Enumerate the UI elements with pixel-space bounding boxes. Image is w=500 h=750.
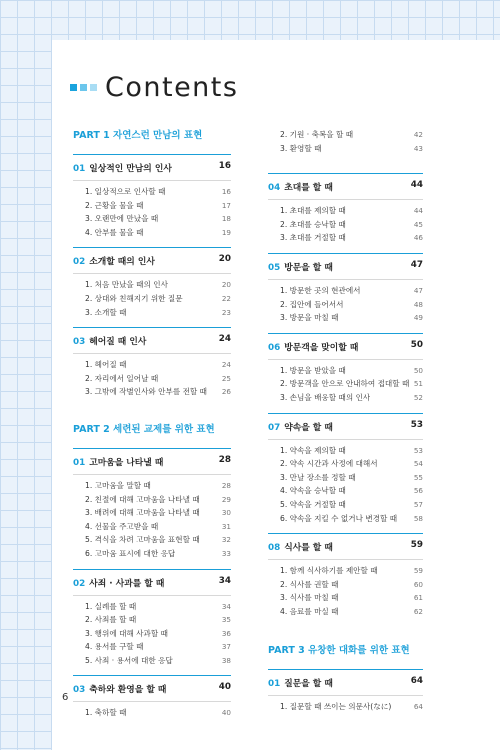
section-page: 34 (218, 575, 231, 586)
section-title: 방문객을 맞이할 때 (284, 342, 359, 353)
toc-item-page: 50 (413, 365, 423, 375)
toc-item-page: 47 (413, 285, 423, 295)
square-icon (80, 84, 87, 91)
section-heading[interactable] (73, 682, 231, 695)
section-items (73, 474, 231, 561)
toc-item-page: 51 (413, 379, 423, 389)
toc-item-page: 18 (221, 214, 231, 224)
section-page: 40 (218, 682, 231, 693)
toc-item-label: 2. 친절에 대해 고마움을 나타낼 때 (85, 494, 200, 504)
toc-item-label: 1. 실례를 할 때 (85, 601, 137, 611)
toc-item[interactable] (268, 564, 423, 578)
toc-item-label: 4. 안부를 물을 때 (85, 227, 144, 237)
toc-item-label: 2. 약속 시간과 사정에 대해서 (280, 459, 378, 469)
toc-item[interactable] (268, 471, 423, 485)
toc-item-label: 1. 초대를 제의할 때 (280, 206, 346, 216)
toc-item-page: 49 (413, 313, 423, 323)
toc-item[interactable] (73, 613, 231, 627)
toc-item-label: 3. 그밖에 작별인사와 안부를 전할 때 (85, 387, 208, 397)
section-page: 64 (410, 676, 423, 687)
toc-item[interactable] (268, 298, 423, 312)
toc-item-page: 45 (413, 219, 423, 229)
section-items (268, 199, 423, 245)
toc-item[interactable] (73, 226, 231, 240)
toc-section (73, 448, 231, 561)
section-number: 01 (268, 679, 281, 690)
section-heading[interactable] (268, 676, 423, 689)
toc-item-page: 58 (413, 513, 423, 523)
contents-heading (70, 72, 238, 103)
toc-section (73, 247, 231, 319)
toc-section (268, 413, 423, 526)
toc-item-label: 2. 초대를 승낙할 때 (280, 219, 346, 229)
right-column (268, 128, 423, 714)
toc-item-page: 53 (413, 445, 423, 455)
toc-item-label: 6. 약속을 지킬 수 없거나 변경할 때 (280, 513, 398, 523)
toc-item-page: 35 (221, 615, 231, 625)
toc-item-label: 3. 방문을 마칠 때 (280, 313, 339, 323)
toc-item-page: 30 (221, 508, 231, 518)
toc-section (268, 173, 423, 245)
toc-item[interactable] (73, 199, 231, 213)
section-title: 약속을 할 때 (284, 422, 333, 433)
toc-item-page: 33 (221, 548, 231, 558)
toc-item-page: 26 (221, 387, 231, 397)
section-items (73, 701, 231, 720)
toc-item-page: 16 (221, 187, 231, 196)
section-heading[interactable] (268, 340, 423, 353)
section-page: 53 (410, 419, 423, 430)
toc-item-label: 5. 약속을 거절할 때 (280, 499, 346, 509)
section-title: 일상적인 만남의 인사 (89, 164, 172, 174)
section-heading[interactable] (268, 420, 423, 433)
toc-item[interactable] (268, 311, 423, 325)
toc-item[interactable] (73, 306, 231, 320)
continued-items (268, 128, 423, 155)
toc-item[interactable] (268, 231, 423, 245)
toc-item-page: 60 (413, 579, 423, 589)
section-items (73, 353, 231, 399)
toc-item[interactable] (73, 292, 231, 306)
toc-item[interactable] (73, 506, 231, 520)
toc-section (73, 569, 231, 668)
part-heading: PART 2 세련된 교제를 위한 표현 (73, 423, 215, 435)
toc-item[interactable] (73, 520, 231, 534)
toc-item-label: 4. 음료를 마실 때 (280, 606, 339, 616)
toc-item[interactable] (73, 212, 231, 226)
toc-item-label: 3. 배려에 대해 고마움을 나타낼 때 (85, 508, 200, 518)
toc-section (268, 533, 423, 618)
toc-item-page: 32 (221, 535, 231, 545)
section-title: 사죄 · 사과를 할 때 (89, 578, 165, 589)
section-heading[interactable] (73, 455, 231, 468)
toc-item-page: 62 (413, 606, 423, 616)
toc-item-page: 22 (221, 293, 231, 303)
toc-item-page: 48 (413, 299, 423, 309)
toc-item[interactable] (73, 479, 231, 493)
toc-item-label: 3. 식사를 마칠 때 (280, 593, 339, 603)
toc-item[interactable] (73, 493, 231, 507)
section-page: 50 (410, 339, 423, 350)
toc-item-page: 44 (413, 206, 423, 216)
section-page: 47 (410, 259, 423, 270)
toc-item-page: 54 (413, 459, 423, 469)
section-title: 헤어질 때 인사 (89, 337, 147, 348)
toc-item-page: 56 (413, 486, 423, 496)
toc-item-page: 55 (413, 472, 423, 482)
part-heading: PART 3 유창한 대화를 위한 표현 (268, 645, 410, 657)
section-number: 02 (73, 578, 86, 589)
toc-item-page: 40 (221, 708, 231, 718)
toc-item-label: 1. 축하할 때 (85, 708, 127, 718)
toc-item[interactable] (268, 218, 423, 232)
section-items (73, 273, 231, 319)
toc-item-label: 2. 자리에서 일어날 때 (85, 373, 159, 383)
toc-item-label: 3. 행위에 대해 사과할 때 (85, 628, 168, 638)
toc-item-label: 5. 격식을 차려 고마움을 표현할 때 (85, 535, 200, 545)
toc-item-page: 25 (221, 373, 231, 383)
toc-item-label: 5. 사죄 · 용서에 대한 응답 (85, 655, 173, 665)
toc-item-label: 2. 기원 · 축복을 할 때 (280, 130, 354, 139)
toc-item[interactable] (268, 457, 423, 471)
toc-item-label: 3. 소개할 때 (85, 307, 127, 317)
toc-item-label: 2. 식사를 권할 때 (280, 579, 339, 589)
left-column (73, 127, 231, 720)
toc-item[interactable] (73, 640, 231, 654)
toc-item[interactable] (73, 278, 231, 292)
toc-item-label: 3. 환영할 때 (280, 143, 322, 153)
toc-item-label: 6. 고마움 표시에 대한 응답 (85, 548, 176, 558)
section-items (73, 180, 231, 239)
section-number: 01 (73, 164, 86, 174)
toc-item[interactable] (268, 700, 423, 714)
part-heading: PART 1 자연스런 만남의 표현 (73, 130, 203, 141)
page-title: Contents (105, 72, 239, 103)
section-number: 03 (73, 337, 86, 348)
toc-item[interactable] (268, 377, 423, 391)
toc-item[interactable] (268, 204, 423, 218)
toc-item-label: 2. 사죄를 할 때 (85, 615, 137, 625)
section-page: 28 (218, 454, 231, 465)
section-number: 06 (268, 342, 281, 353)
toc-item-label: 1. 함께 식사하기를 제안할 때 (280, 566, 378, 576)
section-number: 08 (268, 543, 281, 554)
toc-item-page: 24 (221, 360, 231, 370)
toc-item[interactable] (268, 484, 423, 498)
section-title: 초대를 할 때 (284, 183, 333, 194)
section-number: 04 (268, 183, 281, 194)
toc-item-page: 52 (413, 392, 423, 402)
toc-item-label: 1. 일상적으로 인사할 때 (85, 187, 166, 196)
section-title: 질문을 할 때 (284, 679, 333, 690)
toc-item-page: 57 (413, 499, 423, 509)
section-number: 07 (268, 422, 281, 433)
toc-item-page: 29 (221, 494, 231, 504)
section-number: 05 (268, 262, 281, 273)
toc-item[interactable] (73, 706, 231, 720)
square-icon (90, 84, 97, 91)
toc-item-label: 1. 약속을 제의할 때 (280, 445, 346, 455)
toc-item-label: 2. 근황을 물을 때 (85, 200, 144, 210)
toc-item-label: 1. 방문한 곳의 현관에서 (280, 285, 361, 295)
toc-item-page: 43 (413, 143, 423, 153)
section-title: 소개할 때의 인사 (89, 257, 155, 268)
toc-section (268, 253, 423, 325)
toc-item[interactable] (268, 284, 423, 298)
section-items (268, 695, 423, 714)
section-items (268, 439, 423, 526)
section-items (268, 279, 423, 325)
toc-item-page: 28 (221, 480, 231, 490)
toc-item[interactable] (73, 372, 231, 386)
toc-item-label: 1. 처음 만났을 때의 인사 (85, 280, 168, 290)
toc-section (268, 333, 423, 405)
toc-item-label: 3. 만날 장소를 정할 때 (280, 472, 356, 482)
section-page: 24 (218, 334, 231, 345)
toc-item-page: 17 (221, 200, 231, 210)
section-page: 44 (410, 180, 423, 191)
toc-item[interactable] (73, 654, 231, 668)
toc-item[interactable] (268, 444, 423, 458)
section-page: 59 (410, 540, 423, 551)
toc-item-page: 64 (413, 702, 423, 712)
toc-item-label: 2. 방문객을 안으로 안내하여 접대할 때 (280, 379, 410, 389)
toc-item[interactable] (73, 547, 231, 561)
section-heading[interactable] (73, 161, 231, 174)
toc-item-page: 46 (413, 233, 423, 243)
section-title: 고마움을 나타낼 때 (89, 457, 164, 468)
toc-item[interactable] (73, 358, 231, 372)
section-items (268, 359, 423, 405)
toc-item-page: 37 (221, 642, 231, 652)
toc-item[interactable] (73, 627, 231, 641)
toc-item-page: 59 (413, 566, 423, 576)
toc-item-label: 1. 방문을 받았을 때 (280, 365, 346, 375)
toc-item[interactable] (268, 605, 423, 619)
toc-item-page: 19 (221, 227, 231, 237)
section-heading[interactable] (73, 334, 231, 347)
toc-item[interactable] (73, 600, 231, 614)
section-page: 16 (218, 161, 231, 171)
toc-item[interactable] (268, 142, 423, 156)
toc-item[interactable] (73, 385, 231, 399)
toc-item-page: 31 (221, 521, 231, 531)
section-page: 20 (218, 254, 231, 265)
toc-item-page: 61 (413, 593, 423, 603)
toc-item-label: 3. 초대를 거절할 때 (280, 233, 346, 243)
toc-item[interactable] (268, 578, 423, 592)
toc-item-page: 34 (221, 601, 231, 611)
toc-section (268, 669, 423, 714)
section-title: 축하와 환영을 할 때 (89, 685, 167, 696)
toc-section (73, 154, 231, 239)
toc-item[interactable] (268, 128, 423, 142)
toc-section (73, 327, 231, 399)
toc-item-page: 23 (221, 307, 231, 317)
section-items (73, 595, 231, 668)
toc-item-label: 3. 오랜만에 만났을 때 (85, 214, 159, 224)
toc-item[interactable] (268, 498, 423, 512)
toc-item-label: 1. 헤어질 때 (85, 360, 127, 370)
toc-item-label: 1. 질문할 때 쓰이는 의문사(なに) (280, 702, 392, 712)
page-number: 6 (62, 692, 69, 703)
toc-section (73, 675, 231, 720)
section-heading[interactable] (73, 576, 231, 589)
toc-item[interactable] (73, 533, 231, 547)
toc-item[interactable] (268, 591, 423, 605)
section-title: 방문을 할 때 (284, 262, 333, 273)
toc-item-label: 1. 고마움을 말할 때 (85, 480, 151, 490)
toc-item-label: 4. 약속을 승낙할 때 (280, 486, 346, 496)
section-number: 03 (73, 685, 86, 696)
toc-item-label: 2. 상대와 친해지기 위한 질문 (85, 293, 183, 303)
section-number: 02 (73, 257, 86, 268)
section-heading[interactable] (268, 540, 423, 553)
toc-item-label: 4. 선물을 주고받을 때 (85, 521, 159, 531)
toc-item-page: 20 (221, 280, 231, 290)
section-heading[interactable] (268, 180, 423, 193)
section-items (268, 559, 423, 618)
section-title: 식사를 할 때 (284, 543, 333, 554)
toc-item[interactable] (268, 364, 423, 378)
toc-item-label: 3. 손님을 배웅할 때의 인사 (280, 392, 371, 402)
toc-item[interactable] (73, 185, 231, 199)
section-heading[interactable] (268, 260, 423, 273)
toc-item-page: 36 (221, 628, 231, 638)
section-heading[interactable] (73, 254, 231, 267)
toc-item-page: 38 (221, 655, 231, 665)
section-number: 01 (73, 457, 86, 468)
toc-item-label: 2. 집안에 들어서서 (280, 299, 344, 309)
toc-item-page: 42 (413, 130, 423, 139)
toc-item[interactable] (268, 391, 423, 405)
toc-item[interactable] (268, 512, 423, 526)
square-icon (70, 84, 77, 91)
toc-item-label: 4. 용서를 구할 때 (85, 642, 144, 652)
